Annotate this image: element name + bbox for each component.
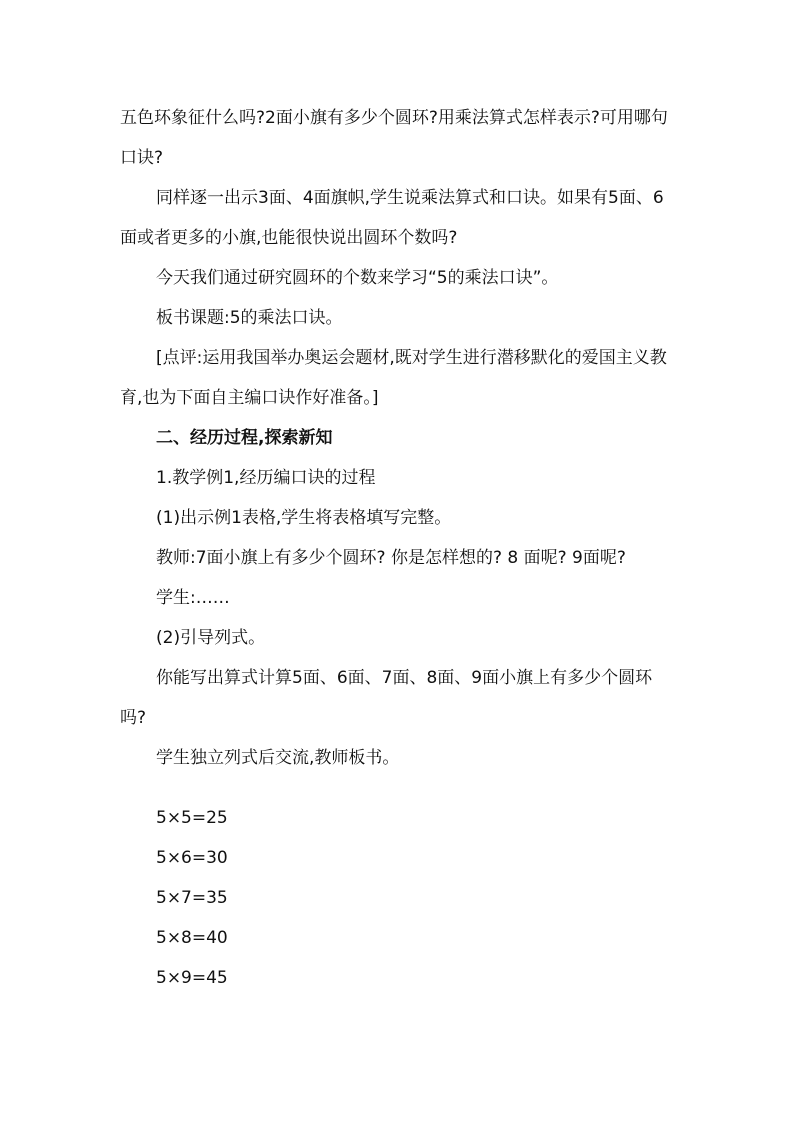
equation-line: 5×5=25 [156,808,228,828]
paragraph-olympic-rings-question: 五色环象征什么吗?2面小旗有多少个圆环?用乘法算式怎样表示?可用哪句口诀? [120,108,668,168]
paragraph-teacher-question: 教师:7面小旗上有多少个圆环? 你是怎样想的? 8 面呢? 9面呢? [156,548,626,568]
paragraph-write-equations: 你能写出算式计算5面、6面、7面、8面、9面小旗上有多少个圆环吗? [120,668,653,728]
section-heading: 二、经历过程,探索新知 [156,428,333,448]
paragraph-guide-equations: (2)引导列式。 [156,628,266,648]
equation-line: 5×9=45 [156,968,228,988]
paragraph-more-flags: 同样逐一出示3面、4面旗帜,学生说乘法算式和口诀。如果有5面、6面或者更多的小旗,也能很快说出圆环个数吗? [120,188,664,248]
equation-line: 5×8=40 [156,928,228,948]
paragraph-today-topic: 今天我们通过研究圆环的个数来学习“5的乘法口诀”。 [156,268,559,288]
paragraph-student-answer: 学生:…… [156,588,230,608]
paragraph-example-one: 1.教学例1,经历编口诀的过程 [156,468,376,488]
equation-line: 5×7=35 [156,888,228,908]
paragraph-board-writing: 学生独立列式后交流,教师板书。 [156,748,400,768]
paragraph-commentary: [点评:运用我国举办奥运会题材,既对学生进行潜移默化的爱国主义教育,也为下面自主编口诀作好准备。] [120,348,667,408]
equation-line: 5×6=30 [156,848,228,868]
paragraph-show-table: (1)出示例1表格,学生将表格填写完整。 [156,508,452,528]
paragraph-board-title: 板书课题:5的乘法口诀。 [156,308,343,328]
